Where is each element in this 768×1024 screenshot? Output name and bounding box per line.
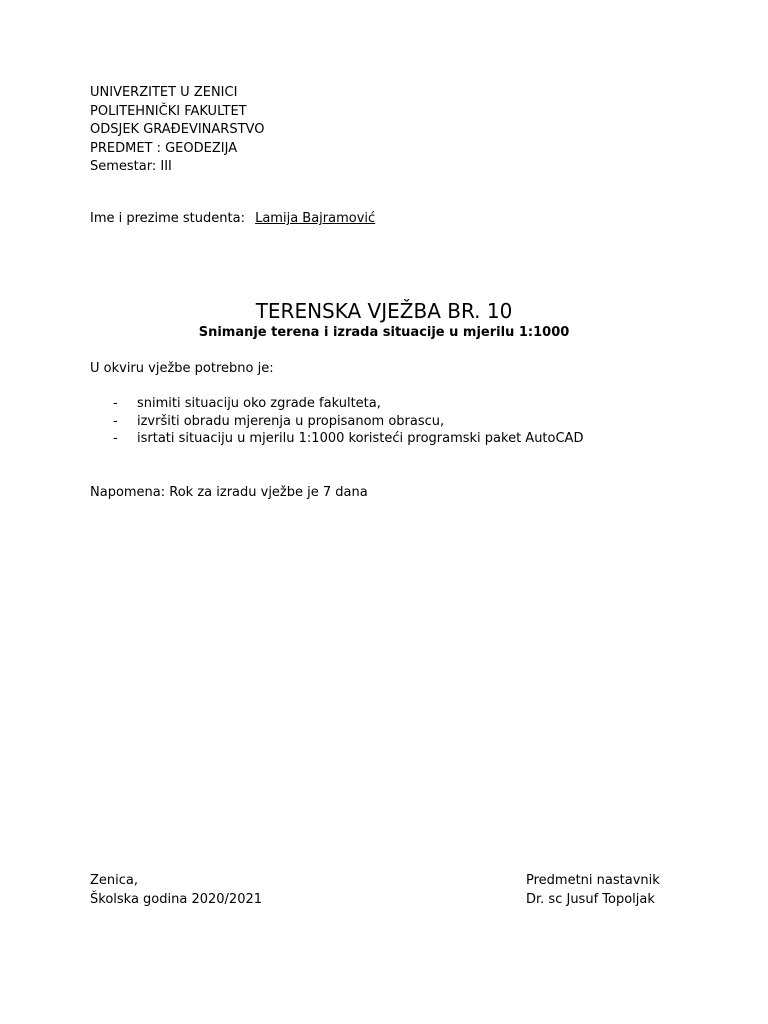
- student-line: [90, 210, 375, 228]
- task-list: [113, 395, 583, 448]
- task-text: izvršiti obradu mjerenja u propisanom obrascu,: [137, 413, 445, 429]
- footer-place: Zenica,: [90, 873, 139, 888]
- intro-text: U okviru vježbe potrebno je:: [90, 361, 274, 376]
- task-text: snimiti situaciju oko zgrade fakulteta,: [137, 396, 381, 411]
- footer-school-year: Školska godina 2020/2021: [90, 892, 263, 907]
- teacher-name: Dr. sc Jusuf Topoljak: [526, 892, 655, 907]
- faculty-name: POLITEHNIČKI FAKULTET: [90, 103, 247, 119]
- university-name: UNIVERZITET U ZENICI: [90, 85, 238, 100]
- deadline-note: Napomena: Rok za izradu vježbe je 7 dana: [90, 485, 368, 500]
- student-name: Lamija Bajramović: [255, 211, 376, 226]
- list-bullet: -: [113, 413, 118, 429]
- institution-header: [90, 84, 264, 177]
- footer-teacher: [526, 871, 660, 909]
- task-item: [113, 413, 583, 431]
- exercise-subtitle: Snimanje terena i izrada situacije u mjerilu 1:1000: [198, 325, 570, 340]
- task-item: [113, 395, 583, 413]
- teacher-label: Predmetni nastavnik: [526, 873, 660, 888]
- task-text: isrtati situaciju u mjerilu 1:1000 koristeći programski paket AutoCAD: [137, 431, 584, 446]
- task-item: [113, 430, 583, 448]
- semester-label: Semestar: III: [90, 159, 172, 174]
- footer-place-year: [90, 871, 262, 909]
- list-bullet: -: [113, 396, 118, 411]
- list-bullet: -: [113, 431, 118, 446]
- student-label: Ime i prezime studenta:: [90, 211, 245, 226]
- subject-name: PREDMET : GEODEZIJA: [90, 140, 238, 156]
- exercise-title: TERENSKA VJEŽBA BR. 10: [255, 299, 513, 323]
- department-name: ODSJEK GRAĐEVINARSTVO: [90, 122, 265, 137]
